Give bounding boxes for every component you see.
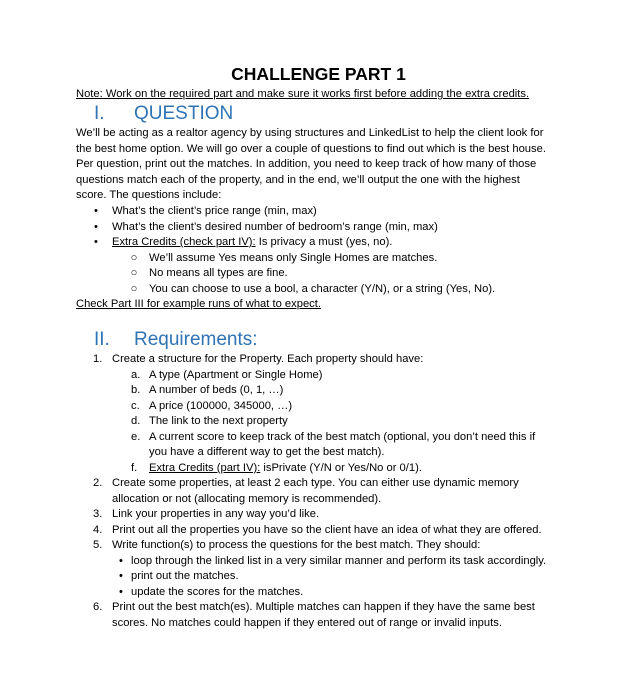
intro-line: Per question, print out the matches. In addition, you need to keep track of how many of those bbox=[76, 158, 537, 170]
circle-bullet-icon: ○ bbox=[130, 283, 138, 295]
check-part-link[interactable]: Check Part III for example runs of what to expect. bbox=[76, 298, 321, 310]
bullet-icon: • bbox=[119, 555, 123, 567]
section-1-heading bbox=[94, 102, 233, 126]
function-bullet: print out the matches. bbox=[131, 570, 239, 582]
function-bullet: update the scores for the matches. bbox=[131, 586, 304, 598]
bullet-icon: • bbox=[119, 586, 123, 598]
requirement-item: Write function(s) to process the questions for the best match. They should: bbox=[112, 539, 481, 551]
bullet-icon: • bbox=[94, 221, 98, 233]
bullet-icon: • bbox=[94, 205, 98, 217]
section-2-heading bbox=[94, 328, 258, 352]
function-bullet: loop through the linked list in a very similar manner and perform its task accordingly. bbox=[131, 555, 547, 567]
question-bullet-extra bbox=[112, 235, 392, 251]
question-bullet: What’s the client’s price range (min, max) bbox=[112, 205, 317, 217]
bullet-icon: • bbox=[94, 236, 98, 248]
circle-bullet-icon: ○ bbox=[130, 252, 138, 264]
letter-marker: d. bbox=[131, 415, 141, 427]
extra-credit-label: Extra Credits (check part IV): bbox=[112, 236, 256, 248]
circle-bullet-icon: ○ bbox=[130, 267, 138, 279]
extra-credit-label: Extra Credits (part IV): bbox=[149, 462, 261, 474]
sub-requirement: A current score to keep track of the best match (optional, you don’t need this if bbox=[149, 431, 536, 443]
intro-line: the best home option. We will go over a couple of questions to find out which is the best house. bbox=[76, 143, 546, 155]
list-number: 2. bbox=[93, 477, 103, 489]
note-text: Note: Work on the required part and make sure it works first before adding the extra credits. bbox=[76, 88, 530, 100]
sub-requirement: A price (100000, 345000, …) bbox=[149, 400, 293, 412]
letter-marker: c. bbox=[131, 400, 140, 412]
sub-bullet: We’ll assume Yes means only Single Homes are matches. bbox=[149, 252, 438, 264]
question-bullet: What’s the client’s desired number of bedroom’s range (min, max) bbox=[112, 221, 438, 233]
sub-requirement: A type (Apartment or Single Home) bbox=[149, 369, 323, 381]
requirement-item: Print out all the properties you have so the client have an idea of what they are offered. bbox=[112, 524, 542, 536]
list-number: 3. bbox=[93, 508, 103, 520]
sub-requirement: A number of beds (0, 1, …) bbox=[149, 384, 284, 396]
section-1-title: QUESTION bbox=[134, 103, 234, 124]
letter-marker: f. bbox=[131, 462, 138, 474]
sub-requirement: The link to the next property bbox=[149, 415, 288, 427]
intro-line: We’ll be acting as a realtor agency by using structures and LinkedList to help the client look for bbox=[76, 127, 544, 139]
sub-bullet: You can choose to use a bool, a character (Y/N), or a string (Yes, No). bbox=[149, 283, 496, 295]
section-2-title: Requirements: bbox=[134, 329, 258, 350]
requirement-item: allocation or not (allocating memory is recommended). bbox=[112, 493, 382, 505]
list-number: 5. bbox=[93, 539, 103, 551]
list-number: 4. bbox=[93, 524, 103, 536]
section-2-number: II. bbox=[94, 329, 110, 350]
intro-line: questions match each of the property, and in the end, we’ll output the one with the highest bbox=[76, 174, 520, 186]
requirement-item: scores. No matches could happen if they entered out of range or invalid inputs. bbox=[112, 617, 502, 629]
sub-requirement: you have a different way to get the best match). bbox=[149, 446, 385, 458]
section-1-number: I. bbox=[94, 103, 105, 124]
letter-marker: a. bbox=[131, 369, 141, 381]
extra-credit-text: Is privacy a must (yes, no). bbox=[255, 236, 393, 248]
list-number: 1. bbox=[93, 353, 103, 365]
sub-bullet: No means all types are fine. bbox=[149, 267, 288, 279]
sub-requirement-extra bbox=[149, 461, 422, 477]
requirement-item: Print out the best match(es). Multiple matches can happen if they have the same best bbox=[112, 601, 535, 613]
requirement-item: Create a structure for the Property. Each property should have: bbox=[112, 353, 424, 365]
list-number: 6. bbox=[93, 601, 103, 613]
letter-marker: e. bbox=[131, 431, 141, 443]
page-title: CHALLENGE PART 1 bbox=[231, 64, 406, 84]
requirement-item: Create some properties, at least 2 each type. You can either use dynamic memory bbox=[112, 477, 519, 489]
extra-credit-text: isPrivate (Y/N or Yes/No or 0/1). bbox=[260, 462, 422, 474]
bullet-icon: • bbox=[119, 570, 123, 582]
letter-marker: b. bbox=[131, 384, 141, 396]
requirement-item: Link your properties in any way you’d like. bbox=[112, 508, 320, 520]
intro-line: score. The questions include: bbox=[76, 189, 222, 201]
